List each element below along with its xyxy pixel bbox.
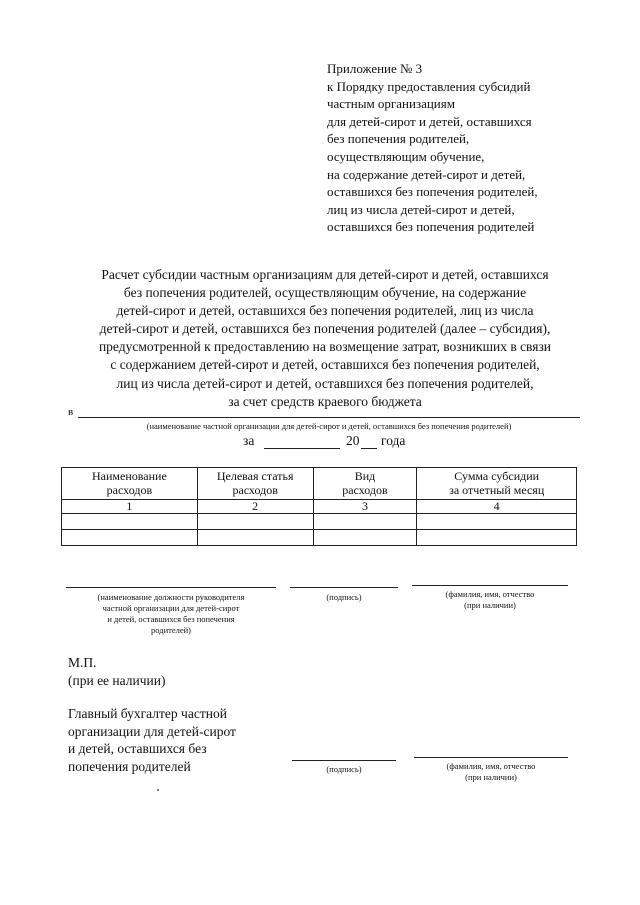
table-header-cell: Целевая статья расходов [197,468,313,500]
title-line: за счет средств краевого бюджета [228,393,422,409]
table-header-cell: Наименование расходов [62,468,198,500]
org-name-field[interactable] [78,417,580,418]
appendix-line: оставшихся без попечения родителей [327,219,535,235]
appendix-line: осуществляющим обучение, [327,148,485,164]
table-cell[interactable] [417,514,577,530]
title-line: без попечения родителей, осуществляющим обучение, на содержание [123,285,527,301]
appendix-line: частным организациям [327,96,455,112]
appendix-header [327,60,538,236]
appendix-line: Приложение № 3 [327,61,423,76]
title-line: детей-сирот и детей, оставшихся без попечения родителей, лиц из числа [116,303,534,319]
period-prefix: за [243,433,255,448]
table-cell[interactable] [62,514,198,530]
table-header-row [62,468,577,500]
table-cell[interactable] [313,514,417,530]
head-position-caption: (наименование должности руководителя частной организации для детей-сирот и детей, оставшихся без попечения родителей) [97,592,245,635]
title-line: лиц из числа детей-сирот и детей, оставшихся без попечения родителей, [116,375,534,391]
table-cell[interactable] [197,514,313,530]
period-year-field[interactable] [361,448,377,449]
table-cell[interactable] [197,530,313,546]
appendix-line: лиц из числа детей-сирот и детей, [327,201,515,217]
appendix-line: к Порядку предоставления субсидий [327,78,531,94]
table-cell: 3 [313,500,417,514]
title-line: детей-сирот и детей, оставшихся без попечения родителей (далее – субсидия), [99,321,551,337]
table-row [62,514,577,530]
table-cell[interactable] [313,530,417,546]
table-header-cell: Сумма субсидии за отчетный месяц [417,468,577,500]
period-year-prefix: 20 [346,433,360,448]
period-suffix: года [381,433,406,448]
document-title [60,266,590,411]
period-month-field[interactable] [264,448,340,449]
table-row [62,530,577,546]
appendix-line: оставшихся без попечения родителей, [327,184,538,200]
subsidy-table [61,467,577,546]
table-header-cell: Вид расходов [313,468,417,500]
table-cell: 1 [62,500,198,514]
table-cell: 2 [197,500,313,514]
table-number-row [62,500,577,514]
title-line: Расчет субсидии частным организациям для детей-сирот и детей, оставшихся [101,267,549,282]
appendix-line: для детей-сирот и детей, оставшихся [327,113,532,129]
head-name-field[interactable] [412,585,568,586]
accountant-title: Главный бухгалтер частной организации для детей-сирот и детей, оставшихся без попечения родителей [68,706,236,774]
head-name-caption: (фамилия, имя, отчество (при наличии) [445,589,535,610]
head-position-field[interactable] [66,587,276,588]
accountant-signature-field[interactable] [292,760,396,761]
accountant-signature-caption: (подпись) [326,764,362,774]
head-signature-caption: (подпись) [326,592,362,602]
table-cell[interactable] [417,530,577,546]
accountant-name-caption: (фамилия, имя, отчество (при наличии) [446,761,536,782]
table-cell[interactable] [62,530,198,546]
stamp-note: М.П. (при ее наличии) [68,655,166,688]
table-cell: 4 [417,500,577,514]
title-line: предусмотренной к предоставлению на возмещение затрат, возникших в связи [98,339,552,355]
org-caption: (наименование частной организации для детей-сирот и детей, оставшихся без попечения родителей) [146,421,512,431]
appendix-line: на содержание детей-сирот и детей, [327,166,526,182]
head-signature-field[interactable] [290,587,398,588]
appendix-line: без попечения родителей, [327,131,470,147]
org-prefix: в [68,406,74,418]
scan-dot [157,789,159,791]
title-line: с содержанием детей-сирот и детей, оставшихся без попечения родителей, [110,357,540,373]
accountant-name-field[interactable] [414,757,568,758]
